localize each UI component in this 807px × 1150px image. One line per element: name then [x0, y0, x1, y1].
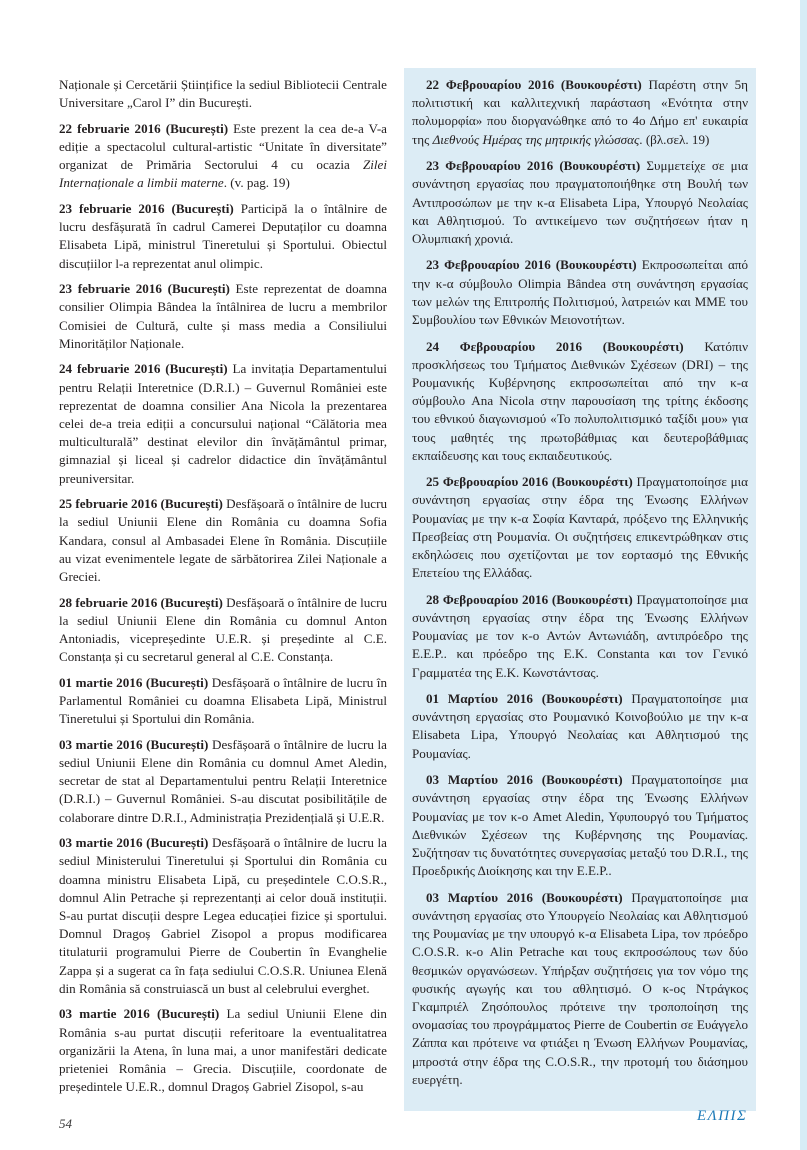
entry-text: Πραγματοποίησε μια συνάντηση εργασίας στο Ρουμανικό Κοινοβούλιο με την κ-α Elisabeta Lipa, Υπουργό Νεολαίας και Αθλητισμού της Ρουμανίας.	[412, 691, 748, 761]
entry-date-location: 03 martie 2016 (București)	[59, 835, 209, 851]
continued-text: Naționale și Cercetării Științifice la sediul Bibliotecii Centrale Universitare „Carol I” din București.	[59, 77, 387, 111]
entry-text: Desfășoară o întâlnire de lucru la sediul Uniunii Elene din România cu domnul Amet Aledin, secretar de stat al Departamentului pentru Relații Interetnice (D.R.I.) – Guvernul României. S-au discutat posibilitățile de colaborare dintre D.R.I., Administrația Prezidențială și U.E.R.	[59, 736, 387, 825]
romanian-entry	[59, 674, 387, 729]
entry-text: Κατόπιν προσκλήσεως του Τμήματος Διεθνικών Σχέσεων (DRI) – της Ρουμανικής Κυβέρνησης εκπροσωπείται από την κ-α σύμβουλο Ana Nicola στην παρουσίαση της τρίτης έκδοσης του εθνικού διαγωνισμού «Το πολυπολιτισμικό ταξίδι μου» για τους μαθητές της πρωτοβάθμιας και δευτεροβάθμιας εκπαίδευσης και τους εκπαιδευτικούς.	[412, 338, 749, 463]
entry-text: Πραγματοποίησε μια συνάντηση εργασίας στην έδρα της Ένωσης Ελλήνων Ρουμανίας με τον κ-ο Amet Aledin, Υφυπουργό του Τμήματος Διεθνικών Σχέσεων της Κυβέρνησης της Ρουμανίας. Συζήτησαν τις δυνατότητες συνεργασίας μεταξύ του D.R.I., της Προεδρικής Διοίκησης και την Ε.Ε.Ρ..	[412, 772, 748, 879]
romanian-entry	[59, 76, 387, 112]
entry-date-location: 03 martie 2016 (București)	[59, 736, 209, 752]
entry-date-location: 22 februarie 2016 (București)	[59, 120, 229, 136]
entry-text: Εκπροσωπείται από την κ-α σύμβουλο Olimpia Bândea στη συνάντηση εργασίας των μελών της Επιτροπής Πολιτισμού, λατρειών και ΜΜΕ του Συμβουλίου των Εθνικών Μειονοτήτων.	[412, 257, 749, 328]
entry-date-location: 03 Μαρτίου 2016 (Βουκουρέστι)	[426, 889, 623, 905]
greek-entry	[412, 771, 748, 880]
greek-entry	[412, 889, 748, 1089]
romanian-entry	[59, 200, 387, 273]
romanian-entry	[59, 360, 387, 487]
entry-date-location: 03 Μαρτίου 2016 (Βουκουρέστι)	[426, 772, 623, 788]
greek-entry	[412, 76, 748, 149]
romanian-entry	[59, 495, 387, 586]
entry-text: La sediul Uniunii Elene din România s-au purtat discuții referitoare la eventualitatrea organizării la Atena, în luna mai, a unor manifestări dedicate prieteniei România – Grecia. Discuțiile, coordonate de președintele U.E.R., domnul Dragoș Gabriel Zisopol, s-au	[59, 1006, 387, 1095]
entry-date-location: 24 Φεβρουαρίου 2016 (Βουκουρέστι)	[426, 338, 684, 354]
entry-tail-text: . (v. pag. 19)	[223, 175, 290, 191]
entry-text: Desfășoară o întâlnire de lucru în Parlamentul României cu doamna Elisabeta Lipă, Ministrul Tineretului și Sportului din România.	[59, 674, 387, 727]
entry-date-location: 24 februarie 2016 (București)	[59, 361, 228, 377]
entry-text: Desfășoară o întâlnire de lucru la sediul Uniunii Elene din România cu doamna Sofia Kandara, consul al Ambasadei Elene în România. Discuțiile au vizat evenimentele legate de sărbătorirea Zilei Naționale a Greciei.	[59, 496, 387, 585]
entry-text: Πραγματοποίησε μια συνάντηση εργασίας στην έδρα της Ένωσης Ελλήνων Ρουμανίας με τον κ-ο Αντών Αντωνιάδη, αντιπρόεδρο της Ε.Ε.Ρ.. και πρόεδρο της Ε.Κ. Constanta και τον Γενικό Γραμματέα της Ε.Κ. Κωνστάντσας.	[412, 591, 748, 680]
greek-entry	[412, 473, 748, 582]
entry-text: Πραγματοποίησε μια συνάντηση εργασίας στην έδρα της Ένωσης Ελλήνων Ρουμανίας με την κ-α Σοφία Κανταρά, πρόξενο της Ελληνικής Πρεσβείας στη Ρουμανία. Οι συζητήσεις επικεντρώθηκαν στις εκδηλώσεις που σχετίζονται με τον εορτασμό της Εθνικής Επετείου της Ελλάδας.	[412, 474, 748, 581]
entry-text: Participă la o întâlnire de lucru desfășurată în cadrul Camerei Deputaților cu doamna Elisabeta Lipă, ministrul Tineretului și Sportului. Obiectul discuțiilor l-a reprezentat anul olimpic.	[59, 201, 387, 271]
greek-entry	[412, 256, 748, 329]
romanian-entry	[59, 736, 387, 827]
entry-date-location: 03 martie 2016 (București)	[59, 1006, 220, 1022]
page-edge-band	[800, 0, 807, 1150]
entry-date-location: 28 februarie 2016 (București)	[59, 594, 223, 610]
entry-date-location: 23 februarie 2016 (București)	[59, 281, 230, 297]
entry-date-location: 28 Φεβρουαρίου 2016 (Βουκουρέστι)	[426, 591, 633, 607]
entry-text: La invitația Departamentului pentru Relații Interetnice (D.R.I.) – Guvernul României este reprezentat de doamna consilier Ana Nicola la prezentarea celei de-a treia ediții a concursului național “Călătoria mea multiculturală” destinat elevilor din învățământul primar, gimnazial și liceal și cadrelor didactice din învățământul preuniversitar.	[59, 361, 387, 486]
romanian-entry	[59, 834, 387, 998]
entry-text: Συμμετείχε σε μια συνάντηση εργασίας που πραγματοποιήθηκε στη Βουλή των Αντιπροσώπων με την κ-α Elisabeta Lipa, Υπουργό Νεολαίας και Αθλητισμού. Το αντικείμενο των συζητήσεων ήταν η Ολυμπιακή χρονιά.	[412, 158, 749, 246]
romanian-entry	[59, 594, 387, 667]
entry-date-location: 01 martie 2016 (București)	[59, 674, 209, 690]
greek-entry	[412, 690, 748, 763]
entry-text: Desfășoară o întâlnire de lucru la sediul Ministerului Tineretului și Sportului din România cu doamna ministru Elisabeta Lipă, cu președintele C.O.S.R., domnul Alin Petrache și reprezentanți ai celor două instituții. S-au purtat discuții despre Legea educației fizice și sportului. Domnul Dragoș Gabriel Zisopol a propus modificarea titulaturii programului Pierre de Coubertin în Evanghelie Zappa și a sugerat ca în fața sediului C.O.S.R. Uniunea Elenă din România să construiască un bust al celebrului everghet.	[59, 835, 387, 996]
greek-column	[404, 68, 756, 1111]
entry-tail-text: . (βλ.σελ. 19)	[639, 131, 710, 147]
entry-date-location: 01 Μαρτίου 2016 (Βουκουρέστι)	[426, 691, 623, 707]
journal-title: ΕΛΠΙΣ	[697, 1108, 748, 1124]
entry-date-location: 22 Φεβρουαρίου 2016 (Βουκουρέστι)	[426, 77, 642, 92]
page-number: 54	[59, 1116, 72, 1131]
entry-date-location: 25 februarie 2016 (București)	[59, 496, 223, 512]
romanian-entry	[59, 280, 387, 353]
romanian-column	[59, 76, 387, 1111]
entry-italic-text: Zilei Internaționale a limbii materne	[59, 157, 387, 191]
entry-date-location: 23 februarie 2016 (București)	[59, 201, 234, 216]
entry-italic-text: Διεθνούς Ημέρας της μητρικής γλώσσας	[432, 131, 640, 147]
greek-entry	[412, 338, 748, 465]
entry-date-location: 25 Φεβρουαρίου 2016 (Βουκουρέστι)	[426, 474, 633, 490]
entry-text: Desfășoară o întâlnire de lucru la sediul Uniunii Elene din România cu domnul Anton Antoniadis, vicepreședinte U.E.R. și președinte al C.E. Constanța și cu secretarul general al C.E. Constanța.	[59, 594, 387, 665]
greek-entry	[412, 591, 748, 682]
entry-date-location: 23 Φεβρουαρίου 2016 (Βουκουρέστι)	[426, 257, 637, 273]
entry-text: Este reprezentat de doamna consilier Olimpia Bândea la întâlnirea de lucru a membrilor Comisiei de Cultură, culte și mass media a Consiliului Minorităților Naționale.	[59, 281, 387, 351]
entry-text: Πραγματοποίησε μια συνάντηση εργασίας στο Υπουργείο Νεολαίας και Αθλητισμού της Ρουμανίας με την υπουργό κ-α Elisabeta Lipa, τον πρόεδρο C.O.S.R. κ-ο Alin Petrache και τους εκπροσώπους των δύο θεσμικών οργανώσεων. Υπήρξαν συζητήσεις για τον νόμο της φυσικής αγωγής και του αθλητισμό. Ο κ-ος Ντράγκος Γκαμπριέλ Ζησόπουλος πρότεινε την τροποποίηση της ονομασίας του προγράμματος Pierre de Coubertin σε Ευάγγελο Ζάππα και πρότεινε να φτιάξει η Ένωση Ελλήνων Ρουμανίας, μπροστά στην έδρα της C.O.S.R., την προτομή του διάσημου ευεργέτη.	[412, 889, 748, 1087]
entry-text: Este prezent la cea de-a V-a ediție a spectacolul cultural-artistic “Unitate în diversitate” organizat de Primăria Sectorului 4 cu ocazia	[59, 120, 387, 173]
romanian-entry	[59, 120, 387, 193]
romanian-entry	[59, 1005, 387, 1096]
greek-entry	[412, 157, 748, 248]
entry-date-location: 23 Φεβρουαρίου 2016 (Βουκουρέστι)	[426, 158, 641, 174]
entry-text: Παρέστη στην 5η πολιτιστική και καλλιτεχνική παράσταση «Ενότητα στην πολυμορφία» που διοργανώθηκε από το 4ο Δήμο επ' ευκαιρία της	[412, 77, 748, 147]
